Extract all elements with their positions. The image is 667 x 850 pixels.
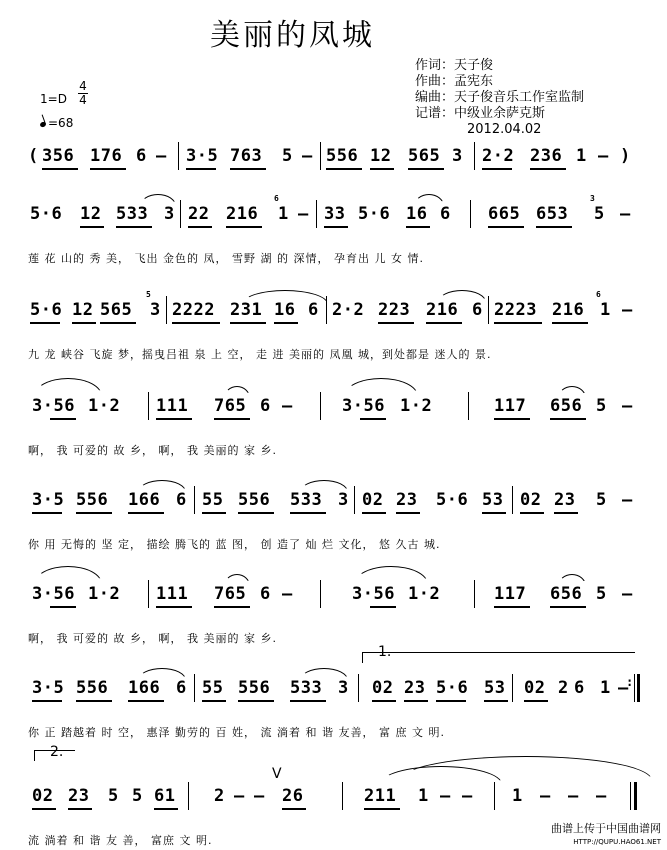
slur [414,194,444,206]
slur [300,668,348,680]
grace-note: 6 [596,290,602,299]
note-group: 5·6 [436,678,469,698]
underline [488,226,524,228]
slur [140,194,176,206]
dash: – [254,786,265,806]
underline [72,322,96,324]
bar-line [316,200,317,228]
dash: – [282,396,293,416]
underline [188,226,212,228]
transcriber-credit: 记谱：中级业余萨克斯 [415,106,546,121]
note-group: 61 [154,786,176,806]
dash: – [622,584,633,604]
note-group: 3·56 [32,396,75,416]
underline [128,512,164,514]
tempo-value: =68 [48,116,74,130]
note-group: 1 [278,204,289,224]
underline [482,512,506,514]
note-group: 5 [596,584,607,604]
note-group: 656 [550,396,583,416]
bar-line [354,486,355,514]
bar-line [194,674,195,702]
note-group: 5 [108,786,119,806]
note-group: 111 [156,584,189,604]
repeat-end-bar [637,674,640,702]
underline [128,700,164,702]
volta-2-label: 2. [50,744,64,760]
underline [50,606,76,608]
underline [282,808,306,810]
underline [408,168,444,170]
note-group: 117 [494,396,527,416]
note-group: 02 [32,786,54,806]
underline [370,606,396,608]
dash: – [156,146,167,166]
slur [558,386,586,398]
arranger-credit: 编曲：天子俊音乐工作室监制 [415,90,585,105]
lyric-line: 你 正 踏越着 时 空， 惠泽 勤劳的 百 姓， 流 淌着 和 谐 友善， 富 庶 文 明. [28,726,445,739]
underline [116,226,152,228]
underline [214,418,250,420]
note-group: 5·6 [30,300,63,320]
note-group: 6 [176,490,187,510]
dash: – [298,204,309,224]
note-group: 1 [600,678,611,698]
note-group: 1 [600,300,611,320]
underline [290,512,326,514]
underline [172,322,220,324]
lyric-line: 啊， 我 可爱的 故 乡， 啊， 我 美丽的 家 乡. [28,632,277,645]
music-line [28,194,643,230]
note-group: 765 [214,584,247,604]
note-group: 5 [132,786,143,806]
note-group: 556 [76,490,109,510]
dash: – [302,146,313,166]
music-line [28,396,643,422]
dash: – [540,786,551,806]
note-group: 765 [214,396,247,416]
underline [554,512,578,514]
credits-block [415,58,584,138]
bar-line [470,200,471,228]
underline [238,700,274,702]
date-credit: 2012.04.02 [467,122,542,137]
note-group: 1 [512,786,523,806]
note-group: 216 [426,300,459,320]
note-group: 3·56 [352,584,395,604]
lyricist-credit: 作词：天子俊 [415,58,494,73]
dash: – [282,584,293,604]
note-group: 26 [282,786,304,806]
note-group: ( [28,146,39,166]
bar-line [148,580,149,608]
underline [552,322,588,324]
slur [224,386,250,398]
underline [426,322,462,324]
lyric-line: 莲 花 山的 秀 美， 飞出 金色的 凤， 雪野 湖 的 深情， 孕育出 儿 女 情. [28,252,424,265]
underline [494,418,530,420]
note-group: 1·2 [408,584,441,604]
note-group: 3·56 [32,584,75,604]
music-line [28,290,643,326]
note-group: 53 [482,490,504,510]
bar-line [166,296,167,324]
note-group: 6 [308,300,319,320]
note-group: 763 [230,146,263,166]
note-group: 3 [338,490,349,510]
slur [34,566,102,584]
grace-note: 5 [146,290,152,299]
bar-line [188,782,189,810]
lyric-line: 你 用 无悔的 坚 定， 描绘 腾飞的 蓝 图， 创 造了 灿 烂 文化， 悠 久古 城. [28,538,441,551]
note-group: 117 [494,584,527,604]
note-group: 3·5 [32,678,65,698]
lyric-line: 流 淌着 和 谐 友 善， 富庶 文 明. [28,834,213,847]
underline [42,168,78,170]
note-group: 3 [164,204,175,224]
note-group: 55 [202,490,224,510]
underline [530,168,566,170]
bar-line [474,580,475,608]
note-group: 6 [260,584,271,604]
dash: – [568,786,579,806]
bar-line [634,674,635,702]
underline [494,606,530,608]
note-group: 02 [362,490,384,510]
underline [372,700,396,702]
underline [230,168,266,170]
underline [202,700,226,702]
note-group: 53 [484,678,506,698]
underline [396,512,420,514]
note-group: 533 [290,490,323,510]
bar-line [488,296,489,324]
note-group: 556 [238,678,271,698]
bar-line [468,392,469,420]
note-group: 5·6 [30,204,63,224]
note-group: 6 [136,146,147,166]
slur [354,566,428,584]
note-group: 216 [226,204,259,224]
slur [344,378,418,396]
slur [558,574,586,586]
note-group: 2 [558,678,569,698]
note-group: 5 [596,490,607,510]
dash: – [618,678,629,698]
note-group: 16 [274,300,296,320]
bar-line [512,486,513,514]
underline [90,168,126,170]
note-group: 2·2 [482,146,515,166]
slur [300,480,348,492]
underline [550,606,586,608]
underline [76,700,112,702]
note-group: 1·2 [400,396,433,416]
note-group: 6 [440,204,451,224]
final-bar [634,782,637,810]
note-group: 223 [378,300,411,320]
underline [536,226,572,228]
note-group: 216 [552,300,585,320]
bar-line [180,200,181,228]
underline [378,322,414,324]
underline [32,512,62,514]
note-group: 176 [90,146,123,166]
music-line [28,490,643,516]
slur [438,290,486,302]
note-group: 3·5 [186,146,219,166]
note-group: 1 [418,786,429,806]
dash: – [622,396,633,416]
slur [138,480,186,492]
underline [370,168,394,170]
volta-1-label: 1. [378,644,392,660]
volta-1-bracket [362,652,635,663]
underline [238,512,274,514]
note-group: 12 [370,146,392,166]
underline [154,808,178,810]
bar-line [320,580,321,608]
underline [406,226,430,228]
note-group: 166 [128,490,161,510]
note-group: 236 [530,146,563,166]
note-group: 23 [68,786,90,806]
note-group: 3·56 [342,396,385,416]
bar-line [358,674,359,702]
note-group: 5 [282,146,293,166]
note-group: 6 [260,396,271,416]
bar-line [512,674,513,702]
note-group: 3 [452,146,463,166]
note-group: 33 [324,204,346,224]
bar-line [474,142,475,170]
bar-line [148,392,149,420]
dash: – [462,786,473,806]
music-line [28,146,643,172]
note-group: 2·2 [332,300,365,320]
note-group: 5·6 [358,204,391,224]
underline [360,418,386,420]
bar-line [320,392,321,420]
note-group: 23 [404,678,426,698]
breath-mark: V [272,766,282,782]
note-group: 5 [596,396,607,416]
note-group: 653 [536,204,569,224]
underline [68,808,92,810]
note-group: 556 [238,490,271,510]
underline [76,512,112,514]
underline [364,808,400,810]
note-group: 533 [116,204,149,224]
bar-line [320,142,321,170]
lyric-line: 啊， 我 可爱的 故 乡， 啊， 我 美丽的 家 乡. [28,444,277,457]
note-group: 556 [326,146,359,166]
underline [326,168,362,170]
note-group: 6 [574,678,585,698]
underline [230,322,266,324]
bar-line [342,782,343,810]
underline [404,700,428,702]
note-group: 6 [176,678,187,698]
note-group: 111 [156,396,189,416]
dash: – [440,786,451,806]
grace-note: 3 [590,194,596,203]
dash: – [596,786,607,806]
note-group: 533 [290,678,323,698]
quarter-note-icon [39,121,46,128]
note-group: 1 [576,146,587,166]
watermark [551,823,661,848]
underline [226,226,262,228]
underline [80,226,104,228]
note-group: 02 [524,678,546,698]
song-title: 美丽的凤城 [210,18,375,53]
composer-credit: 作曲：孟宪东 [415,74,494,89]
slur [34,378,102,396]
slur [224,574,250,586]
underline [50,418,76,420]
note-group: 3 [150,300,161,320]
dash: – [622,490,633,510]
note-group: 166 [128,678,161,698]
note-group: 565 [408,146,441,166]
note-group: 12 [72,300,94,320]
dash: – [620,204,631,224]
underline [32,808,56,810]
bar-line [194,486,195,514]
note-group: 656 [550,584,583,604]
underline [214,606,250,608]
time-signature [78,80,88,107]
underline [100,322,136,324]
note-group: 5 [594,204,605,224]
tie [400,756,652,780]
dash: – [598,146,609,166]
note-group: 22 [188,204,210,224]
music-line [28,584,643,610]
underline [362,512,386,514]
bar-line [494,782,495,810]
slur [138,668,186,680]
note-group: 23 [396,490,418,510]
note-group: ) [620,146,631,166]
music-line [28,675,643,704]
bar-line [630,782,631,810]
time-bottom: 4 [79,93,87,107]
lyric-line: 九 龙 峡谷 飞旋 梦，摇曳吕祖 泉 上 空， 走 进 美丽的 凤凰 城，到处都是 迷人的 景. [28,348,492,361]
underline [156,606,192,608]
underline [550,418,586,420]
watermark-line-1: 曲谱上传于中国曲谱网 [551,822,661,835]
note-group: 55 [202,678,224,698]
underline [32,700,62,702]
music-line [28,786,643,812]
underline [524,700,548,702]
dash: – [622,300,633,320]
note-group: 1·2 [88,584,121,604]
note-group: 02 [372,678,394,698]
dash: – [234,786,245,806]
note-group: 2 [214,786,225,806]
slur [242,290,328,304]
time-top: 4 [79,79,87,93]
underline [274,322,298,324]
note-group: 12 [80,204,102,224]
underline [520,512,544,514]
note-group: 5·6 [436,490,469,510]
note-group: 3·5 [32,490,65,510]
note-group: 1·2 [88,396,121,416]
repeat-dots: : [626,675,634,689]
underline [156,418,192,420]
note-group: 556 [76,678,109,698]
note-group: 356 [42,146,75,166]
underline [290,700,326,702]
underline [202,512,226,514]
note-group: 23 [554,490,576,510]
key-signature: 1=D [40,92,67,106]
watermark-line-2: HTTP://QUPU.HAO61.NET [573,838,661,846]
underline [484,700,508,702]
note-group: 6 [472,300,483,320]
underline [186,168,216,170]
underline [436,700,466,702]
note-group: 231 [230,300,263,320]
underline [482,168,512,170]
note-group: 665 [488,204,521,224]
note-group: 3 [338,678,349,698]
grace-note: 6 [274,194,280,203]
tempo-marking [40,116,73,130]
note-group: 2223 [494,300,537,320]
note-group: 16 [406,204,428,224]
note-group: 565 [100,300,133,320]
underline [494,322,542,324]
note-group: 2222 [172,300,215,320]
note-group: 211 [364,786,397,806]
bar-line [178,142,179,170]
underline [324,226,348,228]
note-group: 02 [520,490,542,510]
underline [30,322,60,324]
